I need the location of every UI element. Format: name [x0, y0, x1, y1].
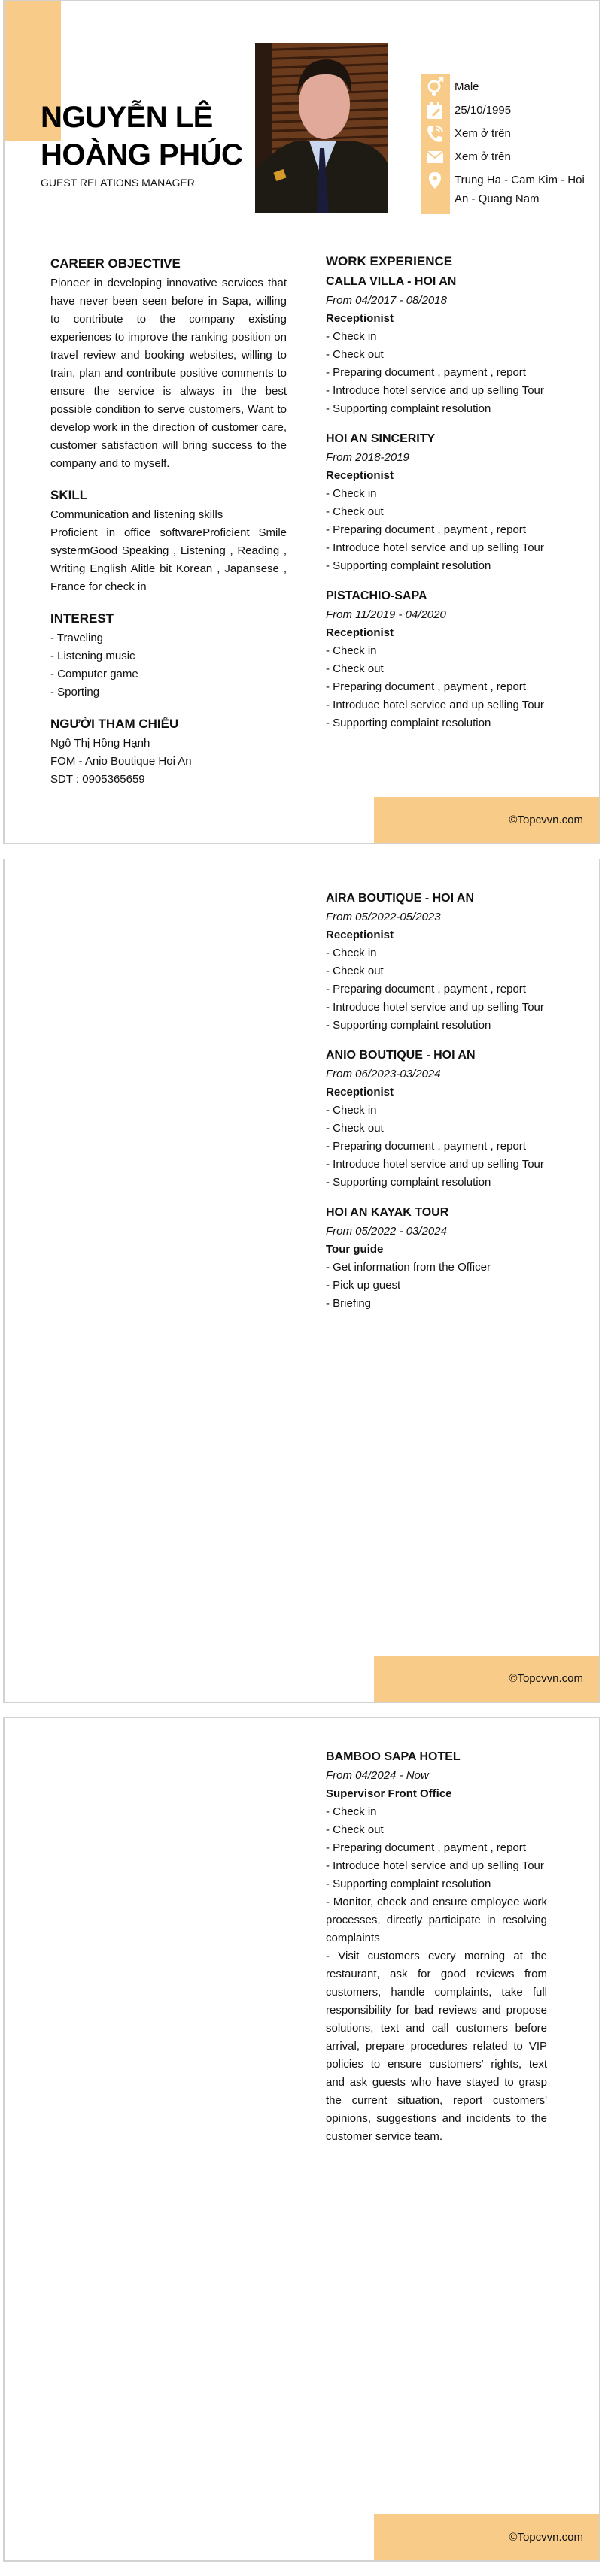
footer-copyright: ©Topcvvn.com — [509, 2531, 583, 2544]
job-date: From 05/2022 - 03/2024 — [326, 1225, 447, 1238]
job-duty: - Check in — [326, 947, 377, 959]
job-duty: - Supporting complaint resolution — [326, 1176, 491, 1189]
section-title: INTEREST — [50, 611, 114, 626]
interest-item: - Traveling — [50, 632, 104, 644]
reference-line: Ngô Thị Hồng Hạnh — [50, 737, 150, 750]
section-title: WORK EXPERIENCE — [326, 254, 453, 268]
job-date: From 05/2022-05/2023 — [326, 911, 441, 923]
job-duty: - Check out — [326, 505, 384, 518]
name-line-2: HOÀNG PHÚC — [41, 138, 243, 171]
job-duty: - Check out — [326, 662, 384, 675]
work-experience-column — [326, 251, 547, 744]
job-duty: - Check in — [326, 1104, 377, 1117]
job-company: ANIO BOUTIQUE - HOI AN — [326, 1049, 476, 1062]
job-duty: - Introduce hotel service and up selling Tour — [326, 541, 544, 554]
name-line-1: NGUYỄN LÊ — [41, 101, 213, 134]
calendar-icon — [425, 101, 445, 120]
job-duty: - Visit customers every morning at the restaurant, ask for good reviews from customers, handle complaints, take full responsibility for bad reviews and propose solutions, text and call customers before arrival, prepare procedures related to VIP policies to ensure customers' rights, text and ask guests who have stayed to grasp the current situation, report customers' opinions, suggestions and incidents to the customer service team. — [326, 1950, 547, 2143]
job-duty: - Preparing document , payment , report — [326, 366, 526, 379]
job-duty: - Supporting complaint resolution — [326, 402, 491, 415]
job-company: HOI AN SINCERITY — [326, 432, 436, 445]
cv-page-2 — [3, 859, 600, 1703]
reference-line: FOM - Anio Boutique Hoi An — [50, 755, 192, 768]
job-duty: - Check out — [326, 1122, 384, 1135]
job-duty: - Supporting complaint resolution — [326, 717, 491, 729]
job-duty: - Monitor, check and ensure employee work processes, directly participate in resolving complaints — [326, 1896, 547, 1944]
job-duty: - Get information from the Officer — [326, 1261, 491, 1274]
skill-line: Proficient in office softwareProficient Smile systermGood Speaking , Listening , Reading , Writing English Alitle bit Korean , Japansese , France for check in — [50, 526, 287, 593]
job-role: Receptionist — [326, 626, 394, 639]
job-duty: - Introduce hotel service and up selling Tour — [326, 699, 544, 711]
job-duty: - Check in — [326, 487, 377, 500]
email-value: Xem ở trên — [455, 150, 511, 163]
interest-item: - Computer game — [50, 668, 138, 680]
candidate-name — [41, 98, 242, 174]
contact-icon-bar — [421, 74, 450, 214]
job-duty: - Supporting complaint resolution — [326, 1877, 491, 1890]
job-role: Receptionist — [326, 1086, 394, 1099]
job-duty: - Introduce hotel service and up selling Tour — [326, 1001, 544, 1014]
job-entry — [326, 429, 547, 575]
job-duty: - Pick up guest — [326, 1279, 401, 1292]
birthday-value: 25/10/1995 — [455, 104, 512, 117]
reference-section — [50, 714, 287, 789]
job-entry — [326, 586, 547, 732]
job-entry — [326, 272, 547, 418]
location-icon — [425, 171, 445, 190]
job-role: Receptionist — [326, 469, 394, 482]
phone-value: Xem ở trên — [455, 127, 511, 140]
skill-line: Communication and listening skills — [50, 508, 223, 521]
job-duty: - Introduce hotel service and up selling Tour — [326, 1859, 544, 1872]
job-duty: - Check out — [326, 965, 384, 977]
profile-photo — [255, 43, 388, 213]
footer-banner — [374, 2514, 600, 2560]
job-company: AIRA BOUTIQUE - HOI AN — [326, 892, 475, 905]
job-company: CALLA VILLA - HOI AN — [326, 275, 457, 288]
job-duty: - Introduce hotel service and up selling Tour — [326, 1158, 544, 1171]
job-date: From 04/2024 - Now — [326, 1769, 429, 1782]
interest-section — [50, 608, 287, 702]
job-duty: - Check out — [326, 1823, 384, 1836]
job-duty: - Preparing document , payment , report — [326, 1140, 526, 1153]
job-entry — [326, 1203, 547, 1313]
job-date: From 06/2023-03/2024 — [326, 1068, 441, 1080]
cv-page-1 — [3, 0, 600, 844]
job-role: Receptionist — [326, 312, 394, 325]
career-objective-text: Pioneer in developing innovative services that have never been seen before in Sapa, willing to contribute to the company existing experiences to improve the ranking position on travel review and booking websites, willing to train, plan and contribute positive comments to ensure the service is always in the best possible condition to serve customers, Want to develop work in the direction of customer care, customer satisfaction will bring success to the company and to myself. — [50, 277, 287, 470]
job-date: From 04/2017 - 08/2018 — [326, 294, 447, 307]
job-entry — [326, 889, 547, 1035]
job-role: Supervisor Front Office — [326, 1787, 452, 1800]
job-duty: - Supporting complaint resolution — [326, 1019, 491, 1032]
work-experience-continued — [326, 889, 547, 1324]
interest-item: - Sporting — [50, 686, 100, 699]
job-duty: - Preparing document , payment , report — [326, 680, 526, 693]
job-date: From 2018-2019 — [326, 451, 409, 464]
job-duty: - Check in — [326, 1805, 377, 1818]
job-date: From 11/2019 - 04/2020 — [326, 608, 446, 621]
job-role: Tour guide — [326, 1243, 384, 1256]
job-duty: - Preparing document , payment , report — [326, 523, 526, 536]
phone-icon — [425, 124, 445, 144]
footer-banner — [374, 1656, 600, 1702]
job-role: Receptionist — [326, 929, 394, 941]
gender-value: Male — [455, 80, 479, 93]
left-column — [50, 253, 287, 801]
career-objective-section — [50, 253, 287, 473]
job-company: PISTACHIO-SAPA — [326, 589, 427, 602]
job-duty: - Briefing — [326, 1297, 372, 1310]
footer-copyright: ©Topcvvn.com — [509, 814, 583, 826]
reference-line: SDT : 0905365659 — [50, 773, 145, 786]
gender-icon — [425, 77, 445, 97]
section-title: CAREER OBJECTIVE — [50, 256, 181, 271]
job-entry — [326, 1046, 547, 1192]
job-duty: - Check in — [326, 330, 377, 343]
job-company: BAMBOO SAPA HOTEL — [326, 1750, 461, 1763]
skill-section — [50, 485, 287, 596]
job-company: HOI AN KAYAK TOUR — [326, 1206, 449, 1219]
footer-copyright: ©Topcvvn.com — [509, 1672, 583, 1685]
job-duty: - Supporting complaint resolution — [326, 559, 491, 572]
section-title: NGƯỜI THAM CHIẾU — [50, 717, 179, 731]
footer-banner — [374, 797, 600, 843]
email-icon — [425, 147, 445, 167]
job-duty: - Check in — [326, 644, 377, 657]
work-experience-continued — [326, 1747, 547, 2157]
job-duty: - Preparing document , payment , report — [326, 983, 526, 996]
job-duty: - Preparing document , payment , report — [326, 1841, 526, 1854]
job-duty: - Introduce hotel service and up selling Tour — [326, 384, 544, 397]
job-title: GUEST RELATIONS MANAGER — [41, 177, 195, 189]
section-title: SKILL — [50, 488, 88, 502]
cv-page-3 — [3, 1717, 600, 2562]
job-duty: - Check out — [326, 348, 384, 361]
interest-item: - Listening music — [50, 650, 135, 662]
job-entry — [326, 1747, 547, 2146]
address-value: Trung Ha - Cam Kim - Hoi An - Quang Nam — [455, 174, 585, 205]
